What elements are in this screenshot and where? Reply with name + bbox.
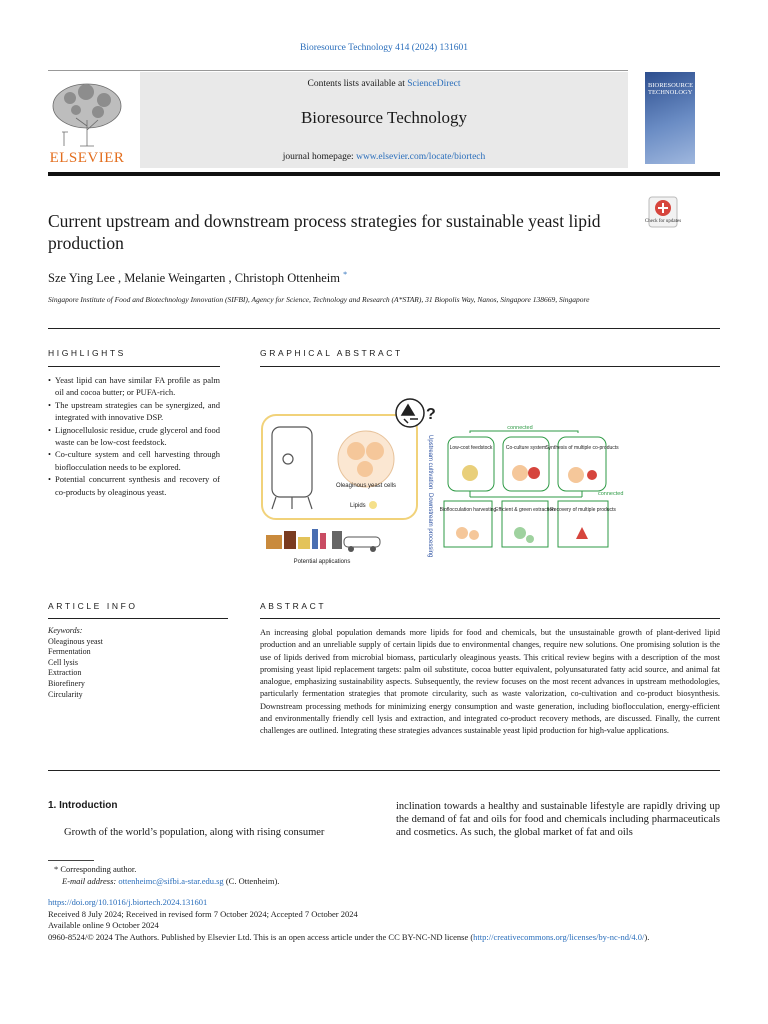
flow-box-label: Recovery of multiple products bbox=[550, 507, 616, 513]
keyword-item: Biorefinery bbox=[48, 678, 85, 688]
license-statement bbox=[48, 932, 720, 944]
keyword-item: Cell lysis bbox=[48, 657, 79, 667]
keyword-item: Fermentation bbox=[48, 647, 91, 657]
highlight-item: • Yeast lipid can have similar FA profile as palm oil and cocoa butter; or PUFA-rich. bbox=[55, 374, 220, 399]
keyword-item: Extraction bbox=[48, 668, 82, 678]
flow-box-label: Synthesis of multiple co-products bbox=[545, 445, 619, 451]
license-suffix: ). bbox=[644, 931, 650, 942]
connected-label-mid: connected bbox=[598, 491, 624, 497]
highlights-heading: HIGHLIGHTS bbox=[48, 348, 126, 358]
downstream-label: Downstream processing bbox=[427, 493, 433, 558]
keywords-label: Keywords: bbox=[48, 626, 83, 635]
author-affiliation: Singapore Institute of Food and Biotechnology Innovation (SIFBI), Agency for Science, Technology and Research (A*STAR), 31 Biopolis Way, Nanos, Singapore 138669, Singapore bbox=[48, 295, 590, 304]
license-prefix: 0960-8524/© 2024 The Authors. Published by Elsevier Ltd. This is an open access article under the CC BY-NC-ND license ( bbox=[48, 931, 474, 942]
author-list bbox=[48, 270, 347, 286]
email-line bbox=[48, 876, 720, 888]
corresponding-author-mark[interactable]: * bbox=[343, 270, 348, 279]
flow-box-label: Low-cost feedstock bbox=[449, 445, 493, 451]
doi-link[interactable]: https://doi.org/10.1016/j.biortech.2024.131601 bbox=[48, 897, 208, 907]
lipid-droplet bbox=[369, 501, 377, 509]
email-label: E-mail address: bbox=[62, 875, 117, 886]
yeast-cell-cluster bbox=[335, 431, 397, 489]
journal-homepage bbox=[140, 152, 628, 162]
lipids-label: Lipids bbox=[350, 503, 366, 509]
crossmark-icon bbox=[644, 196, 682, 228]
email-link[interactable]: ottenheimc@sifbi.a-star.edu.sg bbox=[118, 875, 224, 886]
elsevier-wordmark: ELSEVIER bbox=[49, 150, 125, 166]
author-separator: , bbox=[225, 271, 235, 286]
highlight-item: • The upstream strategies can be synergized, and integrated with innovative DSP. bbox=[55, 399, 220, 424]
author-name: Christoph Ottenheim bbox=[234, 271, 340, 286]
abstract-text: An increasing global population demands more lipids for food and chemicals, but the unsustainable growth of plant-derived lipid production and an unreliable supply of certain lipids due to environmental changes, require new solutions. One promising solution is the use of lipids derived from microbial biomass, particularly oleaginous yeasts. This critical review begins with a description of the most promising yeast lipid replacement targets: palm oil substitute, cocoa butter equivalent, polyunsaturated fatty acid source, and animal fat analogue, emphasizing sustainability aspects. Subsequently, the review focuses on the most recent advances in upstream methodologies, particularly fermentation strategies that promote circularity, such as waste valorization, co-cultivation and co-product biosynthesis. Downstream processing methods for minimizing energy consumption and waste generation, including bioflocculation, energy-efficient and environmentally friendly cell lysis and extraction, and integrated co-product recovery methods, are discussed. Finally, the current challenges are outlined. Integrating these strategies advances sustainable yeast lipid production for high-value applications. bbox=[260, 628, 720, 736]
journal-citation[interactable]: Bioresource Technology 414 (2024) 131601 bbox=[299, 43, 469, 53]
footnote-rule bbox=[48, 860, 94, 861]
section-divider bbox=[48, 770, 720, 771]
applications-label: Potential applications bbox=[293, 559, 351, 565]
introduction-heading: 1. Introduction bbox=[48, 800, 118, 811]
section-divider bbox=[48, 328, 720, 329]
license-link[interactable]: http://creativecommons.org/licenses/by-nc-nd/4.0/ bbox=[473, 931, 645, 942]
yeast-cells-label: Oleaginous yeast cells bbox=[335, 483, 397, 489]
flow-box-label: Co-culture system bbox=[505, 445, 547, 451]
highlight-item: • Co-culture system and cell harvesting through bioflocculation needs to be explored. bbox=[55, 448, 220, 473]
keywords-block bbox=[48, 626, 228, 700]
author-name: Sze Ying Lee bbox=[48, 271, 115, 286]
highlight-item: • Lignocellulosic residue, crude glycerol and food waste can be low-cost feedstock. bbox=[55, 424, 220, 449]
available-online: Available online 9 October 2024 bbox=[48, 920, 159, 930]
abstract-rule bbox=[260, 618, 720, 619]
keyword-item: Circularity bbox=[48, 689, 83, 699]
author-name: Melanie Weingarten bbox=[124, 271, 226, 286]
homepage-prefix: journal homepage: bbox=[282, 152, 357, 162]
connected-label-top: connected bbox=[507, 425, 533, 431]
recycle-icon bbox=[396, 399, 436, 427]
header-top-rule bbox=[48, 70, 628, 71]
highlights-list bbox=[48, 374, 220, 498]
check-for-updates-badge[interactable] bbox=[644, 196, 682, 228]
svg-text:?: ? bbox=[426, 406, 436, 423]
graphical-abstract-rule bbox=[260, 366, 720, 367]
article-title: Current upstream and downstream process strategies for sustainable yeast lipid production bbox=[48, 211, 601, 253]
keyword-item: Oleaginous yeast bbox=[48, 636, 103, 646]
crossmark-label: Check for updates bbox=[644, 219, 682, 224]
header-bottom-rule bbox=[48, 172, 720, 176]
introduction-text-left: Growth of the world’s population, along with rising consumer bbox=[64, 827, 325, 838]
received-dates: Received 8 July 2024; Received in revised form 7 October 2024; Accepted 7 October 2024 bbox=[48, 908, 358, 919]
article-info-heading: ARTICLE INFO bbox=[48, 601, 138, 611]
homepage-link[interactable]: www.elsevier.com/locate/biortech bbox=[356, 152, 486, 162]
footnotes bbox=[48, 864, 720, 943]
contents-availability bbox=[140, 79, 628, 89]
journal-title: Bioresource Technology bbox=[300, 108, 468, 127]
contents-prefix: Contents lists available at bbox=[307, 79, 408, 89]
graphical-abstract-heading: GRAPHICAL ABSTRACT bbox=[260, 348, 403, 358]
highlights-rule bbox=[48, 366, 220, 367]
highlight-item: • Potential concurrent synthesis and recovery of co-products by oleaginous yeast. bbox=[55, 473, 220, 498]
upstream-label: Upstream cultivation bbox=[427, 435, 433, 490]
graphical-abstract-figure bbox=[258, 393, 724, 573]
sciencedirect-link[interactable]: ScienceDirect bbox=[407, 79, 461, 89]
author-separator: , bbox=[114, 271, 125, 286]
journal-cover-title: BIORESOURCE TECHNOLOGY bbox=[648, 82, 694, 96]
introduction-text-right: inclination towards a healthy and sustainable lifestyle are rapidly driving up the demand of fat and oils for food and chemicals including pharmaceuticals and cosmetics. As such, the global market of fat and oils bbox=[396, 801, 720, 838]
email-owner: (C. Ottenheim). bbox=[225, 875, 280, 886]
flow-box-label: Efficient & green extraction bbox=[495, 507, 555, 513]
corresponding-author-note: * Corresponding author. bbox=[54, 864, 137, 874]
flow-box-label: Bioflocculation harvesting bbox=[439, 507, 497, 513]
applications-icons bbox=[266, 529, 380, 552]
abstract-heading: ABSTRACT bbox=[260, 601, 327, 611]
article-info-rule bbox=[48, 618, 228, 619]
